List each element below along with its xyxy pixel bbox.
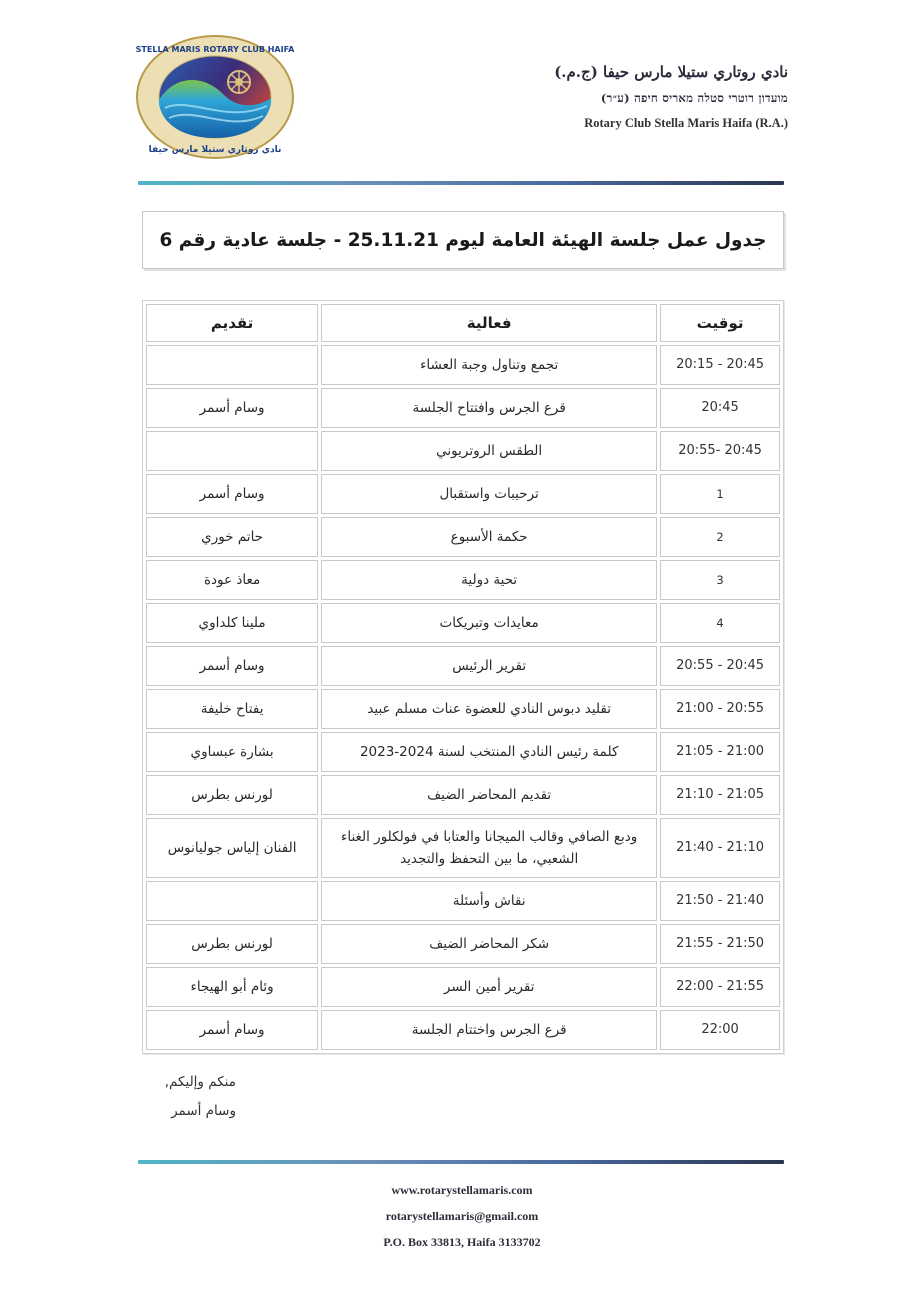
table-header-row	[146, 304, 780, 342]
cell-time: 21:00 - 20:55	[660, 689, 780, 729]
table-row	[146, 560, 780, 600]
footer-email-link[interactable]: rotarystellamaris@gmail.com	[385, 1209, 539, 1223]
table-row	[146, 603, 780, 643]
header-divider	[138, 181, 784, 185]
cell-time: 1	[660, 474, 780, 514]
cell-presenter	[146, 431, 318, 471]
table-row	[146, 775, 780, 815]
footer-website-link[interactable]: www.rotarystellamaris.com	[391, 1183, 533, 1197]
cell-time: 21:50 - 21:40	[660, 881, 780, 921]
table-row	[146, 967, 780, 1007]
cell-activity: ترحيبات واستقبال	[321, 474, 657, 514]
table-row	[146, 1010, 780, 1050]
cell-presenter: الفنان إلياس جوليانوس	[146, 818, 318, 878]
cell-presenter: وئام أبو الهيجاء	[146, 967, 318, 1007]
cell-time: 20:55- 20:45	[660, 431, 780, 471]
cell-time: 22:00 - 21:55	[660, 967, 780, 1007]
club-logo	[135, 34, 295, 160]
cell-time: 20:55 - 20:45	[660, 646, 780, 686]
cell-presenter	[146, 881, 318, 921]
cell-time: 3	[660, 560, 780, 600]
club-name-hebrew: מועדון רוטרי סטלה מאריס חיפה (ע״ר)	[600, 91, 788, 105]
header-presenter: تقديم	[146, 304, 318, 342]
table-row	[146, 517, 780, 557]
cell-activity: نقاش وأسئلة	[321, 881, 657, 921]
cell-time: 4	[660, 603, 780, 643]
cell-time: 20:15 - 20:45	[660, 345, 780, 385]
table-row	[146, 388, 780, 428]
table-row	[146, 881, 780, 921]
cell-presenter	[146, 345, 318, 385]
cell-time: 22:00	[660, 1010, 780, 1050]
page-title: جدول عمل جلسة الهيئة العامة ليوم 25.11.21 - جلسة عادية رقم 6	[159, 229, 767, 251]
footer-divider	[138, 1160, 784, 1164]
header-activity: فعالية	[321, 304, 657, 342]
cell-activity: تقليد دبوس النادي للعضوة عنات مسلم عبيد	[321, 689, 657, 729]
cell-activity: تحية دولية	[321, 560, 657, 600]
signoff-name: وسام أسمر	[171, 1103, 236, 1119]
cell-activity: شكر المحاضر الضيف	[321, 924, 657, 964]
agenda-table	[142, 300, 784, 1054]
cell-activity: قرع الجرس واختتام الجلسة	[321, 1010, 657, 1050]
footer-address: P.O. Box 33813, Haifa 3133702	[383, 1235, 541, 1249]
header-time: توقيت	[660, 304, 780, 342]
cell-activity: كلمة رئيس النادي المنتخب لسنة 2024-2023	[321, 732, 657, 772]
table-row	[146, 924, 780, 964]
table-row	[146, 431, 780, 471]
cell-activity: تقرير أمين السر	[321, 967, 657, 1007]
table-row	[146, 345, 780, 385]
cell-activity: حكمة الأسبوع	[321, 517, 657, 557]
cell-activity: معايدات وتبريكات	[321, 603, 657, 643]
signoff-greeting: منكم وإليكم,	[164, 1074, 236, 1090]
footer	[0, 1177, 924, 1255]
cell-time: 21:05 - 21:00	[660, 732, 780, 772]
cell-time: 21:10 - 21:05	[660, 775, 780, 815]
cell-activity: تقرير الرئيس	[321, 646, 657, 686]
club-header	[488, 62, 788, 131]
cell-presenter: لورنس بطرس	[146, 924, 318, 964]
cell-activity: الطقس الروتريوني	[321, 431, 657, 471]
cell-activity: تقديم المحاضر الضيف	[321, 775, 657, 815]
cell-time: 21:40 - 21:10	[660, 818, 780, 878]
cell-presenter: وسام أسمر	[146, 1010, 318, 1050]
cell-activity: قرع الجرس وافتتاح الجلسة	[321, 388, 657, 428]
cell-presenter: حاتم خوري	[146, 517, 318, 557]
cell-presenter: بشارة عبساوي	[146, 732, 318, 772]
cell-presenter: لورنس بطرس	[146, 775, 318, 815]
cell-activity: ودبع الصافي وقالب الميجانا والعتابا في فولكلور الغناء الشعبي، ما بين التحفظ والتجديد	[321, 818, 657, 878]
title-box	[142, 211, 784, 269]
cell-time: 2	[660, 517, 780, 557]
signoff	[136, 1068, 236, 1126]
cell-activity: تجمع وتناول وجبة العشاء	[321, 345, 657, 385]
svg-text:نادي روتاري ستيلا مارس حيفا: نادي روتاري ستيلا مارس حيفا	[148, 145, 282, 155]
cell-time: 21:55 - 21:50	[660, 924, 780, 964]
club-name-english: Rotary Club Stella Maris Haifa (R.A.)	[584, 116, 788, 130]
club-name-arabic: نادي روتاري ستيلا مارس حيفا (ج.م.)	[554, 63, 788, 81]
table-row	[146, 646, 780, 686]
table-row	[146, 689, 780, 729]
table-row	[146, 732, 780, 772]
table-row	[146, 474, 780, 514]
table-row	[146, 818, 780, 878]
cell-presenter: يفتاح خليفة	[146, 689, 318, 729]
cell-presenter: ملينا كلداوي	[146, 603, 318, 643]
svg-text:STELLA MARIS ROTARY CLUB HAIFA: STELLA MARIS ROTARY CLUB HAIFA	[135, 45, 295, 54]
cell-time: 20:45	[660, 388, 780, 428]
cell-presenter: وسام أسمر	[146, 388, 318, 428]
cell-presenter: وسام أسمر	[146, 646, 318, 686]
cell-presenter: وسام أسمر	[146, 474, 318, 514]
cell-presenter: معاذ عودة	[146, 560, 318, 600]
rotary-club-logo-icon	[135, 34, 295, 160]
